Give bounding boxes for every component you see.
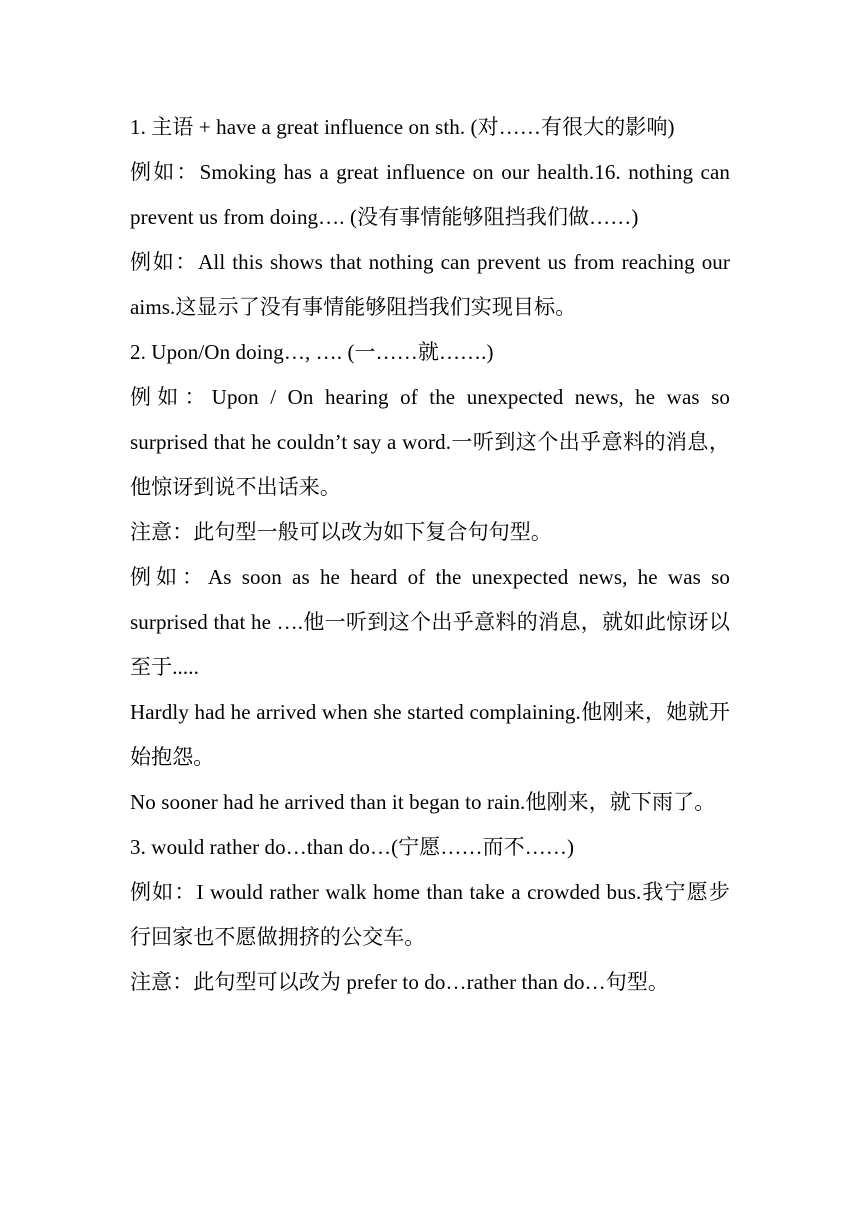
paragraph-walk-home-example: 例如：I would rather walk home than take a crowded bus.我宁愿步行回家也不愿做拥挤的公交车。 [130,880,730,949]
document-body [130,105,730,1005]
paragraph-upon-doing-pattern: 2. Upon/On doing…, …. (一……就…….) [130,340,494,364]
paragraph-unexpected-news-example: 例如：Upon / On hearing of the unexpected news, he was so surprised that he couldn’t say a word.一听到这个出乎意料的消息，他惊讶到说不出话来。 [130,385,730,499]
paragraph-aims-example: 例如：All this shows that nothing can prevent us from reaching our aims.这显示了没有事情能够阻挡我们实现目标。 [130,250,730,319]
paragraph-influence-pattern: 1. 主语 + have a great influence on sth. (对……有很大的影响) [130,115,675,139]
paragraph-hardly-example: Hardly had he arrived when she started complaining.他刚来，她就开始抱怨。 [130,700,730,769]
paragraph-smoking-example: 例如：Smoking has a great influence on our health.16. nothing can prevent us from doing…. (没有事情能够阻挡我们做……) [130,160,730,229]
paragraph-no-sooner-example: No sooner had he arrived than it began to rain.他刚来，就下雨了。 [130,790,716,814]
paragraph-as-soon-as-example: 例如：As soon as he heard of the unexpected news, he was so surprised that he ….他一听到这个出乎意料的消息，就如此惊讶以至于..... [130,565,730,679]
paragraph-note-compound-sentence: 注意：此句型一般可以改为如下复合句句型。 [130,520,552,544]
paragraph-note-prefer-to: 注意：此句型可以改为 prefer to do…rather than do…句型。 [130,970,670,994]
paragraph-would-rather-pattern: 3. would rather do…than do…(宁愿……而不……) [130,835,575,859]
